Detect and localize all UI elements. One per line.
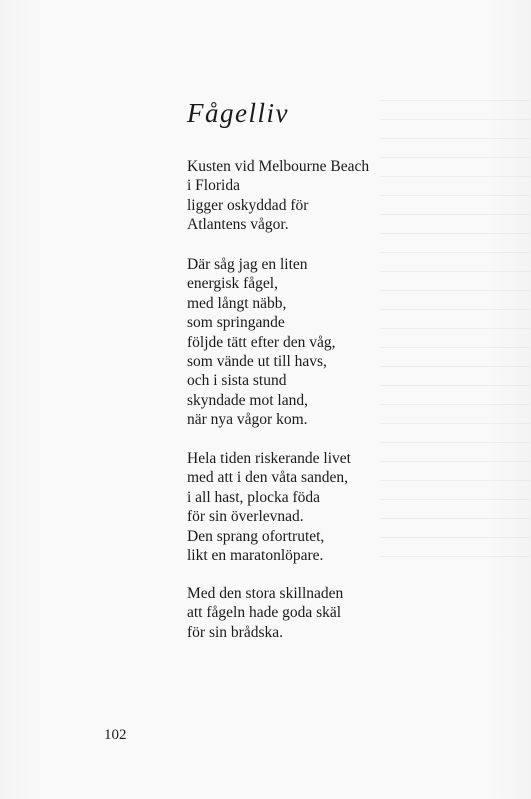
poem-line: som springande (187, 314, 285, 332)
stanza-4 (187, 584, 343, 642)
poem-line: Atlantens vågor. (187, 216, 289, 234)
poem-line: och i sista stund (187, 372, 287, 390)
poem-line: Kusten vid Melbourne Beach (187, 158, 370, 175)
poem-line: när nya vågor kom. (187, 411, 308, 429)
poem-line: skyndade mot land, (187, 391, 308, 409)
poem-line: med långt näbb, (187, 294, 287, 312)
poem-line: i Florida (187, 177, 240, 195)
poem-line: att fågeln hade goda skäl (187, 604, 342, 622)
poem-line: Med den stora skillnaden (187, 585, 344, 602)
poem-line: energisk fågel, (187, 275, 278, 293)
poem-line: i all hast, plocka föda (187, 488, 320, 506)
poem-line: följde tätt efter den våg, (187, 333, 336, 351)
poem-line: likt en maratonlöpare. (187, 547, 324, 565)
poem-line: Hela tiden riskerande livet (187, 450, 351, 467)
show-through-texture (380, 100, 530, 560)
poem-line: med att i den våta sanden, (187, 469, 348, 487)
poem-line: Den sprang ofortrutet, (187, 527, 325, 545)
poem-line: som vände ut till havs, (187, 353, 327, 371)
stanza-2 (187, 255, 335, 430)
page-number: 102 (104, 727, 127, 743)
stanza-1 (187, 157, 369, 235)
poem-line: ligger oskyddad för (187, 196, 309, 214)
poem-line: Där såg jag en liten (187, 256, 308, 273)
poem-line: för sin överlevnad. (187, 508, 304, 526)
stanza-3 (187, 449, 351, 565)
poem-title: Fågelliv (187, 98, 289, 128)
poem-line: för sin brådska. (187, 623, 283, 641)
